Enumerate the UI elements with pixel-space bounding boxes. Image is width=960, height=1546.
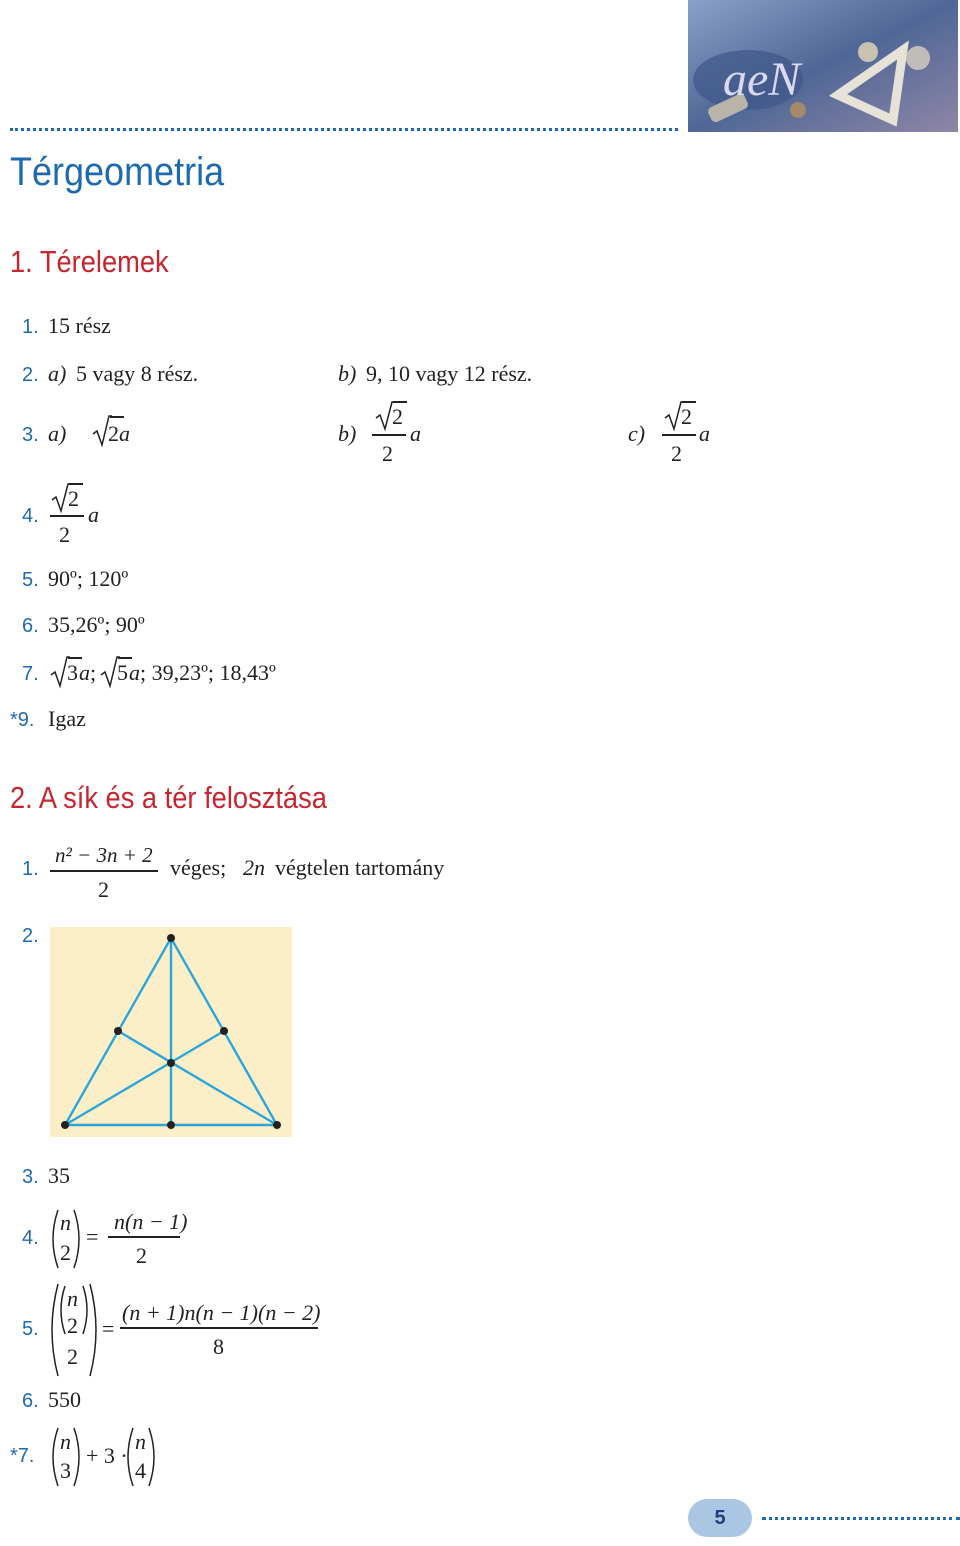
fraction-bar [662, 434, 696, 436]
equals-sign: = [102, 1316, 115, 1341]
separator: ; [90, 660, 97, 685]
footer-dotted-rule [762, 1517, 960, 1520]
binomial-bottom: 3 [60, 1458, 71, 1483]
item-number: 7. [22, 663, 39, 685]
denominator: 2 [98, 877, 109, 902]
item-number: 4. [22, 1227, 39, 1249]
answer-text: 15 rész [48, 313, 111, 338]
subitem-label: c) [628, 421, 646, 446]
variable: a [410, 421, 421, 446]
variable: a [88, 502, 99, 527]
section-heading-2: 2. A sík és a tér felosztása [10, 780, 327, 815]
page-title: Térgeometria [10, 150, 225, 194]
header-logo [688, 0, 958, 132]
vertex-dot [61, 1121, 69, 1129]
item-number: 6. [22, 615, 39, 637]
subitem-label: b) [338, 361, 357, 386]
sqrt-bar [682, 401, 696, 403]
subitem-label: b) [338, 421, 357, 446]
item-number: 1. [22, 316, 39, 338]
binomial-top: n [60, 1429, 71, 1454]
binomial-bottom: 2 [67, 1313, 78, 1338]
vertex-dot [273, 1121, 281, 1129]
numerator: (n + 1)n(n − 1)(n − 2) [122, 1300, 321, 1325]
answer-text: véges; [170, 855, 227, 880]
section-heading-1: 1. Térelemek [10, 244, 169, 279]
sqrt-bar [68, 657, 82, 659]
denominator: 2 [136, 1243, 147, 1268]
answer-expression: 2n [243, 855, 265, 880]
radicand: 2 [68, 486, 79, 511]
denominator: 2 [59, 522, 70, 547]
operator-text: + 3 · [86, 1443, 128, 1468]
answer-text: 5 vagy 8 rész. [76, 361, 199, 386]
numerator: n² − 3n + 2 [55, 843, 153, 867]
radicand: 5 [117, 660, 128, 685]
fraction-bar [50, 515, 84, 517]
item-number: 3. [22, 424, 39, 446]
triangle-lines [65, 938, 277, 1125]
subitem-label: a) [48, 421, 67, 446]
variable: a [699, 421, 710, 446]
radicand: 2 [681, 404, 692, 429]
numerator: n(n − 1) [114, 1209, 188, 1234]
denominator: 2 [382, 441, 393, 466]
binomial-top: n [135, 1429, 146, 1454]
item-number: 2. [22, 364, 39, 386]
answer-text: 9, 10 vagy 12 rész. [366, 361, 533, 386]
page-number-badge [688, 1499, 752, 1537]
item-number: 6. [22, 1390, 39, 1412]
sqrt-bar [110, 416, 124, 418]
fraction-bar [108, 1236, 180, 1238]
centroid-dot [167, 1059, 175, 1067]
binomial-outer-bottom: 2 [67, 1344, 78, 1369]
answer-text: ; 39,23º; 18,43º [140, 660, 276, 685]
binomial-top: n [67, 1286, 78, 1311]
triangle-figure [50, 927, 292, 1137]
item-number: 2. [22, 925, 39, 947]
binomial-bottom: 2 [60, 1240, 71, 1265]
fraction-bar [50, 870, 158, 872]
midpoint-dot [114, 1027, 122, 1035]
sqrt-bar [393, 401, 407, 403]
binomial-top: n [60, 1210, 71, 1235]
page-number: 5 [714, 1507, 726, 1529]
fraction-bar [372, 434, 406, 436]
midpoint-dot [167, 1121, 175, 1129]
item-number: *7. [10, 1445, 35, 1467]
header-dotted-rule [10, 128, 678, 131]
logo-text: aeN [723, 53, 801, 106]
variable: a [129, 660, 140, 685]
denominator: 2 [671, 441, 682, 466]
equals-sign: = [86, 1224, 99, 1249]
binomial-bottom: 4 [135, 1458, 146, 1483]
item-number: 5. [22, 569, 39, 591]
variable: a [119, 421, 130, 446]
radicand: 2 [108, 421, 119, 446]
midpoint-dot [220, 1027, 228, 1035]
radicand: 2 [392, 404, 403, 429]
answer-text: végtelen tartomány [275, 855, 445, 880]
answer-text: Igaz [48, 706, 86, 731]
sqrt-bar [118, 657, 132, 659]
answer-text: 35 [48, 1163, 70, 1188]
item-number: 1. [22, 858, 39, 880]
radicand: 3 [67, 660, 78, 685]
subitem-label: a) [48, 361, 67, 386]
denominator: 8 [213, 1334, 224, 1359]
item-number: *9. [10, 709, 35, 731]
fraction-bar [120, 1327, 318, 1329]
answer-text: 90º; 120º [48, 566, 129, 591]
answer-text: 35,26º; 90º [48, 612, 145, 637]
item-number: 3. [22, 1166, 39, 1188]
item-number: 5. [22, 1318, 39, 1340]
sqrt-bar [69, 483, 83, 485]
item-number: 4. [22, 505, 39, 527]
vertex-dot [167, 934, 175, 942]
variable: a [79, 660, 90, 685]
answer-text: 550 [48, 1387, 81, 1412]
